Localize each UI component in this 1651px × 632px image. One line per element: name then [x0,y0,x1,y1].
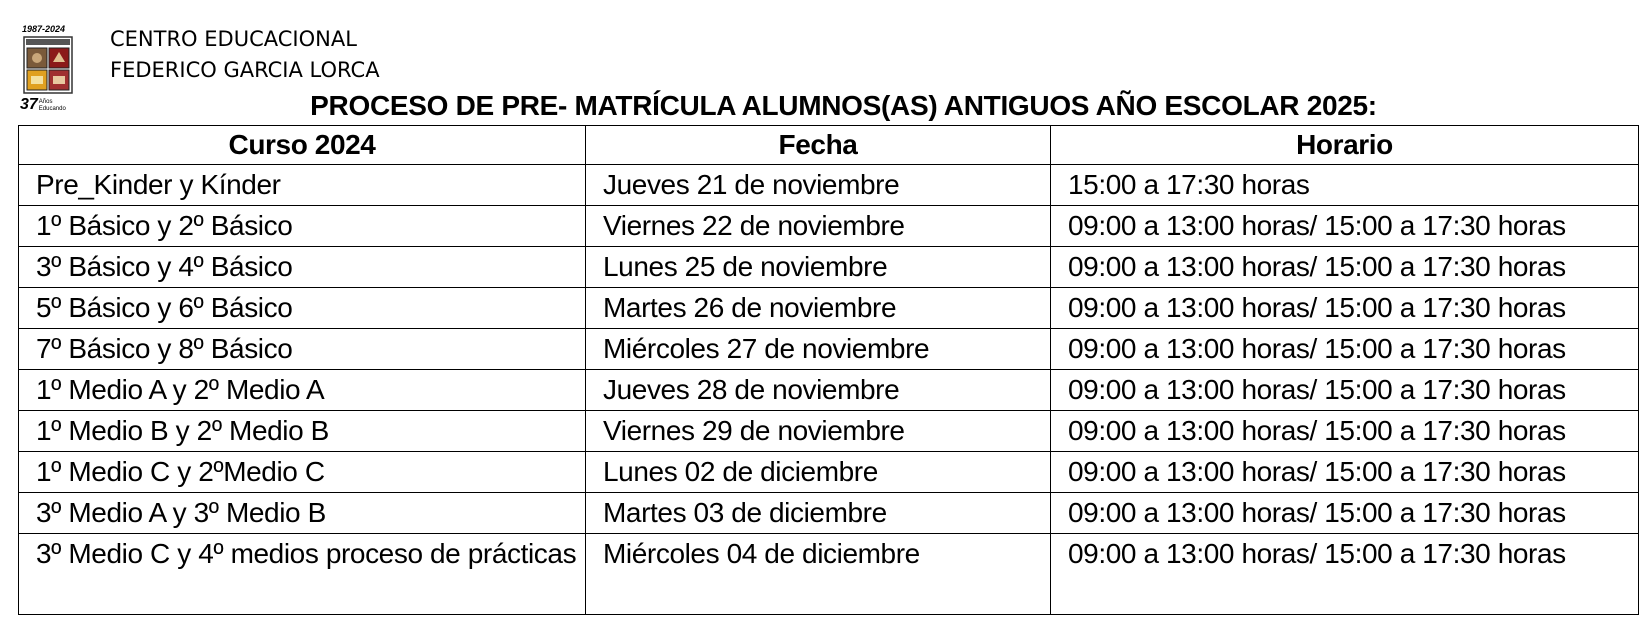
cell-fecha: Viernes 29 de noviembre [586,411,1051,452]
cell-fecha: Jueves 28 de noviembre [586,370,1051,411]
table-row [19,165,1639,206]
cell-horario: 09:00 a 13:00 horas/ 15:00 a 17:30 horas [1051,534,1639,615]
cell-curso: 3º Medio C y 4º medios proceso de prácticas [19,534,586,615]
cell-fecha: Miércoles 04 de diciembre [586,534,1051,615]
cell-curso: 1º Medio C y 2ºMedio C [19,452,586,493]
table-row [19,206,1639,247]
logo-years: 1987-2024 [22,24,66,34]
cell-horario: 09:00 a 13:00 horas/ 15:00 a 17:30 horas [1051,493,1639,534]
cell-curso: 3º Básico y 4º Básico [19,247,586,288]
table-header-row [19,126,1639,165]
school-crest-icon [23,36,73,94]
cell-fecha: Miércoles 27 de noviembre [586,329,1051,370]
document-title: PROCESO DE PRE- MATRÍCULA ALUMNOS(AS) ANTIGUOS AÑO ESCOLAR 2025: [310,90,1377,121]
column-header-horario: Horario [1051,126,1639,165]
table-row [19,370,1639,411]
cell-fecha: Jueves 21 de noviembre [586,165,1051,206]
table-row [19,288,1639,329]
logo-anniversary-text-1: Años [38,99,53,105]
cell-curso: 1º Medio B y 2º Medio B [19,411,586,452]
cell-curso: 3º Medio A y 3º Medio B [19,493,586,534]
cell-fecha: Lunes 02 de diciembre [586,452,1051,493]
table-row [19,247,1639,288]
cell-curso: 7º Básico y 8º Básico [19,329,586,370]
cell-fecha: Lunes 25 de noviembre [586,247,1051,288]
cell-horario: 09:00 a 13:00 horas/ 15:00 a 17:30 horas [1051,452,1639,493]
cell-fecha: Martes 26 de noviembre [586,288,1051,329]
school-name [110,24,380,86]
table-row [19,411,1639,452]
table-row [19,452,1639,493]
cell-horario: 09:00 a 13:00 horas/ 15:00 a 17:30 horas [1051,370,1639,411]
logo-anniversary-number: 37 [20,96,38,113]
document-header [0,0,1651,125]
cell-curso: 5º Básico y 6º Básico [19,288,586,329]
cell-curso: Pre_Kinder y Kínder [19,165,586,206]
cell-fecha: Viernes 22 de noviembre [586,206,1051,247]
cell-horario: 09:00 a 13:00 horas/ 15:00 a 17:30 horas [1051,206,1639,247]
cell-horario: 15:00 a 17:30 horas [1051,165,1639,206]
column-header-curso: Curso 2024 [19,126,586,165]
school-name-line-2: FEDERICO GARCIA LORCA [110,58,380,82]
school-name-line-1: CENTRO EDUCACIONAL [110,27,357,51]
cell-curso: 1º Medio A y 2º Medio A [19,370,586,411]
cell-horario: 09:00 a 13:00 horas/ 15:00 a 17:30 horas [1051,288,1639,329]
enrollment-schedule-table [18,125,1639,615]
column-header-fecha: Fecha [586,126,1051,165]
table-row [19,329,1639,370]
cell-horario: 09:00 a 13:00 horas/ 15:00 a 17:30 horas [1051,247,1639,288]
logo-anniversary-text-2: Educando [38,106,66,112]
table-row [19,534,1639,615]
cell-fecha: Martes 03 de diciembre [586,493,1051,534]
cell-horario: 09:00 a 13:00 horas/ 15:00 a 17:30 horas [1051,411,1639,452]
cell-curso: 1º Básico y 2º Básico [19,206,586,247]
cell-horario: 09:00 a 13:00 horas/ 15:00 a 17:30 horas [1051,329,1639,370]
table-row [19,493,1639,534]
